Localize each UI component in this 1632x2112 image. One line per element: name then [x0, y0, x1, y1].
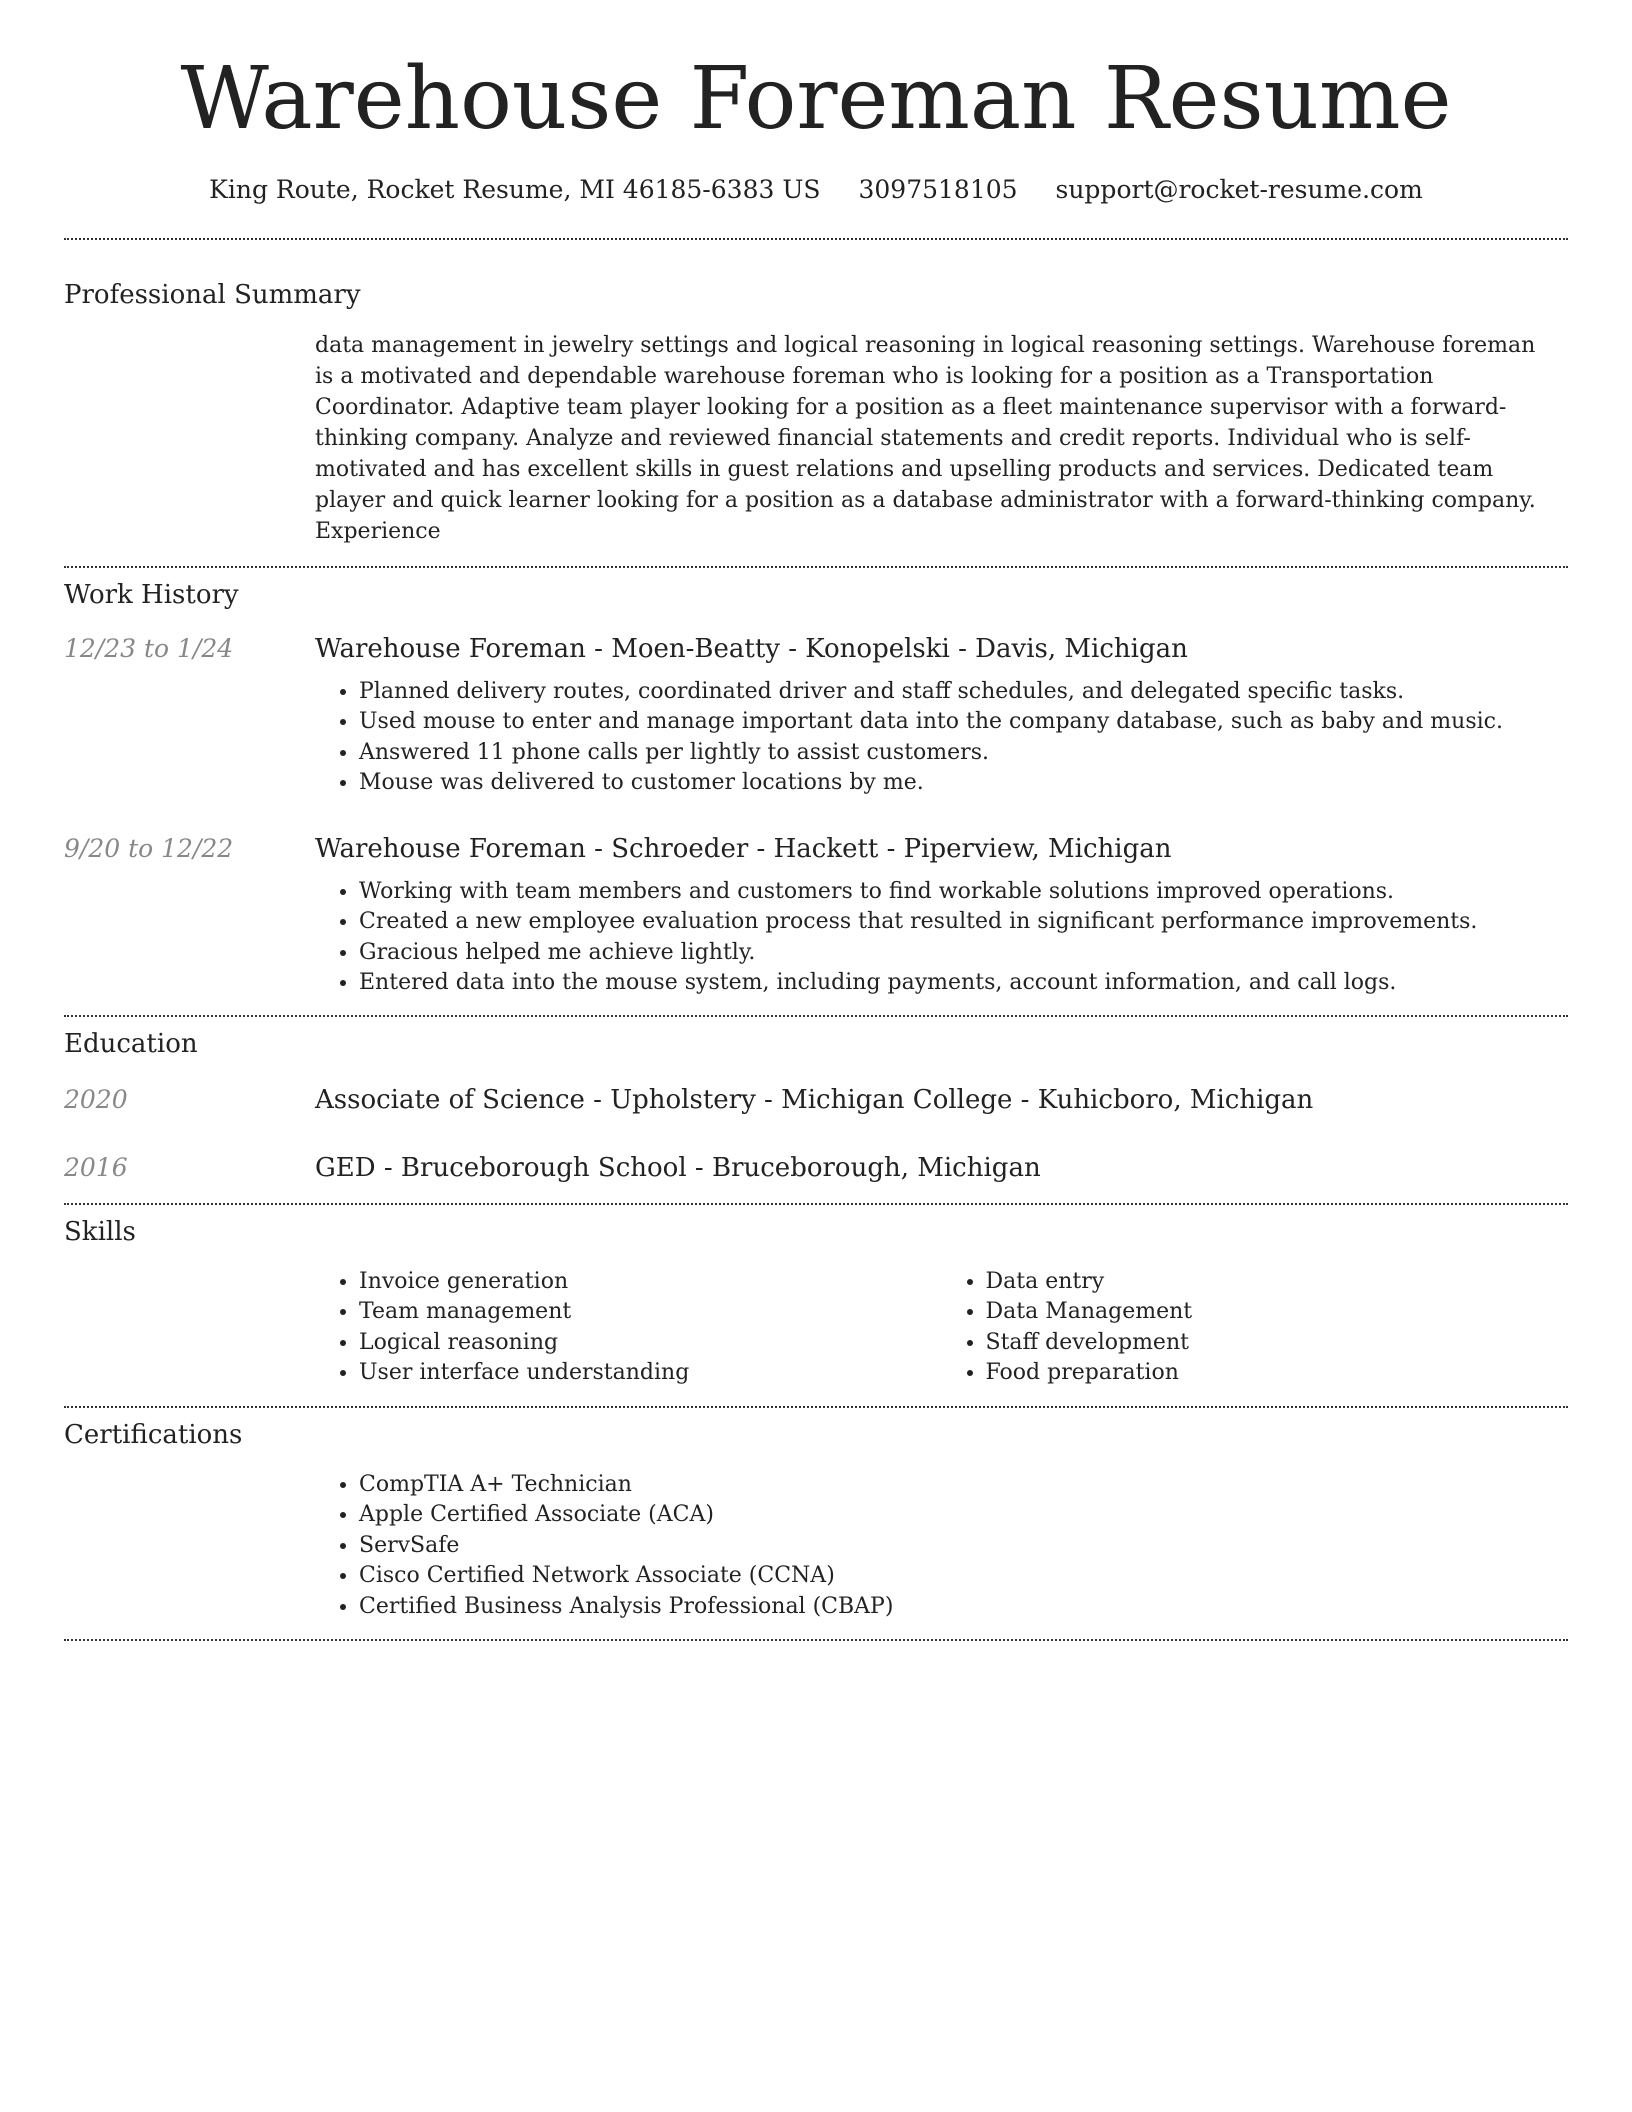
divider — [64, 238, 1568, 240]
skills-heading: Skills — [64, 1216, 136, 1247]
certifications-section — [64, 1420, 1568, 1623]
certifications-list — [315, 1470, 1568, 1623]
list-item: • Staff development — [986, 1328, 1569, 1359]
education-entry — [64, 1153, 1568, 1183]
list-item: • Invoice generation — [359, 1267, 942, 1298]
contact-phone: 3097518105 — [858, 174, 1018, 204]
contact-address: King Route, Rocket Resume, MI 46185-6383 US — [209, 174, 821, 204]
job-bullets — [315, 877, 1568, 999]
job-dates: 9/20 to 12/22 — [64, 833, 234, 863]
skills-list-right — [942, 1267, 1569, 1389]
education-degree: GED - Bruceborough School - Bruceborough, Michigan — [315, 1152, 1041, 1183]
job-title: Warehouse Foreman - Moen-Beatty - Konopelski - Davis, Michigan — [315, 633, 1188, 664]
work-section — [64, 580, 1568, 999]
list-item: • Cisco Certified Network Associate (CCNA) — [359, 1561, 1568, 1592]
summary-section — [64, 280, 1568, 547]
resume-page — [64, 0, 1568, 1641]
job-title: Warehouse Foreman - Schroeder - Hackett - Piperview, Michigan — [315, 833, 1172, 864]
skills-list-left — [315, 1267, 942, 1389]
divider — [64, 566, 1568, 568]
education-entry — [64, 1085, 1568, 1115]
job-bullets — [315, 677, 1568, 799]
education-year: 2020 — [64, 1084, 128, 1114]
education-degree: Associate of Science - Upholstery - Michigan College - Kuhicboro, Michigan — [315, 1084, 1314, 1115]
list-item: • User interface understanding — [359, 1358, 942, 1389]
list-item: • Team management — [359, 1297, 942, 1328]
job-dates: 12/23 to 1/24 — [64, 633, 234, 663]
divider — [64, 1015, 1568, 1017]
summary-text: data management in jewelry settings and logical reasoning in logical reasoning settings. Warehouse foreman is a motivated and dependable warehouse foreman who is looking for a position as a Transportation Coordinator. Adaptive team player looking for a position as a fleet maintenance supervisor with a forward-thinking company. Analyze and reviewed financial statements and credit reports. Individual who is self-motivated and has excellent skills in guest relations and upselling products and services. Dedicated team player and quick learner looking for a position as a database administrator with a forward-thinking company. Experience — [315, 332, 1536, 544]
list-item: • Planned delivery routes, coordinated driver and staff schedules, and delegated specific tasks. — [359, 677, 1568, 708]
list-item: • Food preparation — [986, 1358, 1569, 1389]
certifications-heading: Certifications — [64, 1419, 243, 1450]
contact-line — [64, 175, 1568, 204]
list-item: • Entered data into the mouse system, including payments, account information, and call logs. — [359, 968, 1568, 999]
divider — [64, 1639, 1568, 1641]
summary-heading: Professional Summary — [64, 279, 361, 310]
list-item: • Certified Business Analysis Professional (CBAP) — [359, 1592, 1568, 1623]
education-year: 2016 — [64, 1152, 128, 1182]
list-item: • Logical reasoning — [359, 1328, 942, 1359]
list-item: • ServSafe — [359, 1531, 1568, 1562]
list-item: • CompTIA A+ Technician — [359, 1470, 1568, 1501]
education-section — [64, 1029, 1568, 1183]
list-item: • Gracious helped me achieve lightly. — [359, 938, 1568, 969]
education-heading: Education — [64, 1028, 198, 1059]
resume-title: Warehouse Foreman Resume — [180, 49, 1452, 149]
divider — [64, 1406, 1568, 1408]
divider — [64, 1203, 1568, 1205]
list-item: • Data Management — [986, 1297, 1569, 1328]
list-item: • Created a new employee evaluation process that resulted in significant performance improvements. — [359, 907, 1568, 938]
list-item: • Used mouse to enter and manage important data into the company database, such as baby and music. — [359, 707, 1568, 738]
skills-section — [64, 1217, 1568, 1389]
list-item: • Data entry — [986, 1267, 1569, 1298]
list-item: • Mouse was delivered to customer locations by me. — [359, 768, 1568, 799]
work-heading: Work History — [64, 579, 239, 610]
list-item: • Answered 11 phone calls per lightly to assist customers. — [359, 738, 1568, 769]
list-item: • Apple Certified Associate (ACA) — [359, 1500, 1568, 1531]
list-item: • Working with team members and customers to find workable solutions improved operations. — [359, 877, 1568, 908]
contact-email: support@rocket-resume.com — [1055, 174, 1423, 204]
job-entry — [64, 834, 1568, 999]
job-entry — [64, 634, 1568, 799]
